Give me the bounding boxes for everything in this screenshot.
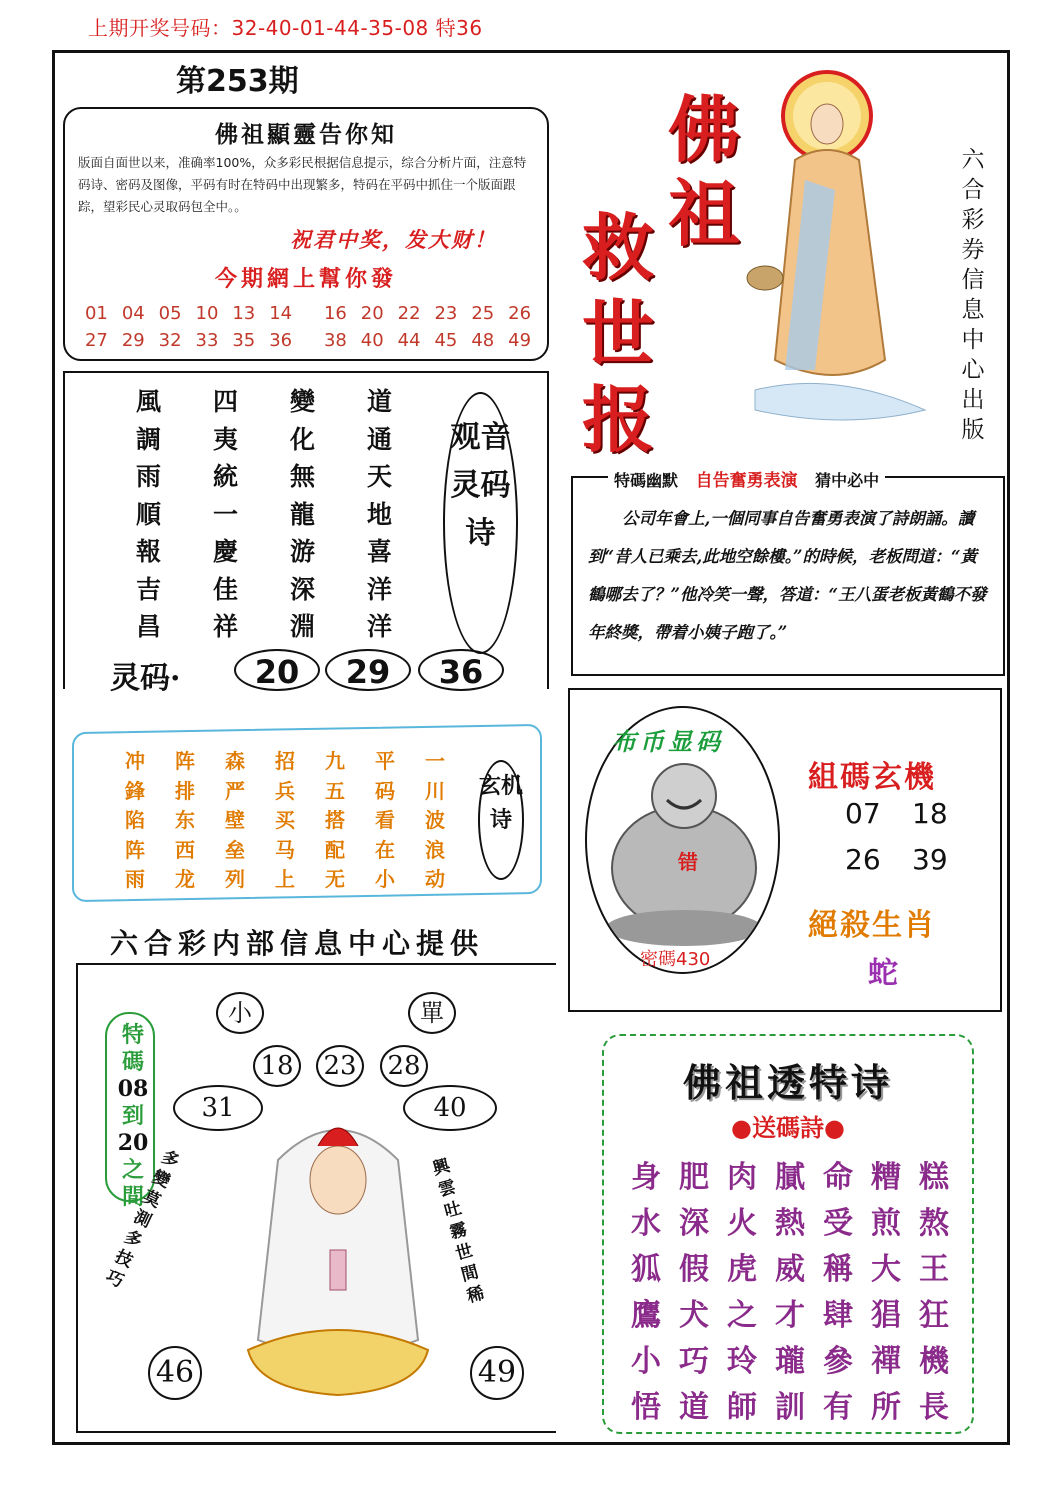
xuanji-char: 买 xyxy=(275,808,295,832)
number: 04 xyxy=(121,303,145,324)
poem-char: 有 xyxy=(823,1390,853,1425)
xuanji-char: 一 xyxy=(425,749,445,773)
poem-char: 玲 xyxy=(727,1344,757,1379)
zuma-number: 26 xyxy=(845,843,881,876)
lingma-number: 36 xyxy=(418,649,504,691)
poem-char: 游 xyxy=(289,537,315,566)
poem-char: 稱 xyxy=(823,1252,853,1287)
number-circle: 18 xyxy=(253,1045,301,1087)
number-circle: 23 xyxy=(316,1045,364,1087)
poem-char: 道 xyxy=(679,1390,709,1425)
number: 36 xyxy=(269,330,293,351)
humor-title: 自告奮勇表演 xyxy=(695,471,798,491)
tema-char: 之 xyxy=(121,1157,144,1183)
humor-header xyxy=(608,466,885,491)
poem-char: 水 xyxy=(631,1206,661,1241)
number: 13 xyxy=(232,303,256,324)
poem-char: 雨 xyxy=(135,462,161,491)
number-row-1 xyxy=(78,303,538,324)
zuma-number: 39 xyxy=(912,843,948,876)
poem-char: 統 xyxy=(212,462,238,491)
title-char-zu: 祖 xyxy=(668,171,741,256)
poem-char: 變 xyxy=(289,387,315,416)
issue-number: 第253期 xyxy=(176,64,299,99)
poem-char: 昌 xyxy=(135,612,161,641)
poem-char: 煎 xyxy=(871,1206,901,1241)
xuanji-char: 动 xyxy=(425,867,445,891)
number-circle: 28 xyxy=(380,1045,428,1087)
poem-char: 一 xyxy=(212,499,238,529)
xuanji-char: 垒 xyxy=(225,837,245,862)
title-char-bao: 报 xyxy=(582,377,655,462)
guanyin-seated-illustration xyxy=(218,1100,458,1400)
xuanji-char: 上 xyxy=(275,867,295,891)
poem-char: 瓏 xyxy=(775,1344,805,1379)
guanyin-standing-illustration xyxy=(735,60,945,450)
lingma-number: 29 xyxy=(325,649,411,691)
number: 49 xyxy=(508,330,532,351)
number: 16 xyxy=(323,303,347,324)
poem-char: 無 xyxy=(289,462,315,491)
xuanji-char: 鋒 xyxy=(125,778,145,803)
tema-char: 碼 xyxy=(121,1049,144,1075)
poem-char: 夷 xyxy=(212,424,238,454)
poem-char: 佳 xyxy=(212,574,238,604)
poem-char: 威 xyxy=(775,1252,805,1287)
number: 32 xyxy=(158,330,182,351)
number: 23 xyxy=(434,303,458,324)
xuanji-char: 龙 xyxy=(175,867,195,891)
number: 01 xyxy=(84,303,108,324)
poem-char: 洋 xyxy=(366,574,392,604)
poem-char: 狂 xyxy=(919,1298,949,1333)
xuanji-grid xyxy=(110,745,460,893)
right-oval-number: 40 xyxy=(403,1085,497,1131)
number: 29 xyxy=(121,330,145,351)
single-circle: 單 xyxy=(408,992,456,1034)
xuanji-char: 搭 xyxy=(325,808,345,832)
xuanji-char: 兵 xyxy=(275,778,295,803)
poem-char: 小 xyxy=(631,1344,661,1379)
poem-char: 肆 xyxy=(823,1298,853,1333)
zuma-number: 07 xyxy=(845,797,881,830)
xuanji-char: 严 xyxy=(225,778,245,803)
poem-char: 大 xyxy=(871,1252,901,1287)
poem-char: 肉 xyxy=(727,1160,757,1195)
notice-body: 版面自面世以来，准确率100%，众多彩民根据信息提示，综合分析片面，注意特码诗、密码及图像，平码有时在特码中出现繁多，特码在平码中抓住一个版面跟踪，望彩民心灵取码包全中。。 xyxy=(78,155,527,214)
corner-number-right: 49 xyxy=(470,1346,524,1400)
number: 40 xyxy=(360,330,384,351)
poem-char: 悟 xyxy=(631,1390,661,1425)
poem-char: 熱 xyxy=(775,1206,805,1241)
zuma-title: 組碼玄機 xyxy=(808,760,936,795)
poem-char: 命 xyxy=(823,1160,853,1195)
poem-char: 通 xyxy=(366,424,392,454)
lingma-label: 灵码· xyxy=(110,661,181,696)
poem-char: 道 xyxy=(366,387,392,416)
number: 27 xyxy=(84,330,108,351)
poem-char: 王 xyxy=(919,1252,949,1287)
xuanji-char: 无 xyxy=(325,867,345,891)
number: 35 xyxy=(232,330,256,351)
number: 25 xyxy=(471,303,495,324)
xuanji-char: 雨 xyxy=(125,867,145,891)
poem-char: 地 xyxy=(366,499,392,529)
poem-char: 訓 xyxy=(775,1390,805,1425)
number: 38 xyxy=(323,330,347,351)
poem-char: 身 xyxy=(631,1160,661,1195)
xuanji-char: 排 xyxy=(175,778,195,803)
poem-char: 鷹 xyxy=(631,1298,661,1333)
poem-char: 天 xyxy=(366,462,392,491)
poem-char: 猖 xyxy=(871,1298,901,1333)
small-circle: 小 xyxy=(216,992,264,1034)
zuma-number: 18 xyxy=(912,797,948,830)
buddha-top-text: 布币显码 xyxy=(612,728,724,756)
tema-char: 到 xyxy=(121,1103,144,1129)
poem-char: 所 xyxy=(871,1390,901,1425)
xuanji-char: 平 xyxy=(375,749,395,773)
poem-char: 假 xyxy=(679,1252,709,1287)
poem-char: 之 xyxy=(727,1298,757,1333)
poem-char: 調 xyxy=(135,424,161,454)
xuanji-char: 小 xyxy=(375,867,395,891)
number: 33 xyxy=(195,330,219,351)
xuanji-char: 招 xyxy=(275,749,295,773)
xuanji-char: 码 xyxy=(375,778,395,803)
title-char-shi: 世 xyxy=(582,291,655,376)
number: 14 xyxy=(269,303,293,324)
poem-char: 狐 xyxy=(631,1252,661,1287)
xuanji-char: 马 xyxy=(275,837,295,862)
left-verse: 多變莫測多技巧 xyxy=(102,1146,183,1292)
jue-sha-title: 絕殺生肖 xyxy=(808,908,936,943)
provider-line: 六合彩内部信息中心提供 xyxy=(110,927,485,960)
poem-char: 膩 xyxy=(775,1160,805,1195)
poem-char: 吉 xyxy=(135,574,161,604)
number: 45 xyxy=(434,330,458,351)
title-char-jiu: 救 xyxy=(582,205,655,290)
corner-number-left: 46 xyxy=(148,1346,202,1400)
xuanji-char: 陷 xyxy=(125,808,145,832)
tema-char: 特 xyxy=(121,1022,144,1048)
left-oval-number: 31 xyxy=(173,1085,263,1131)
xuanji-char: 西 xyxy=(175,837,195,862)
tema-char: 08 xyxy=(117,1076,149,1102)
tema-char: 20 xyxy=(117,1130,149,1156)
last-draw-line: 上期开奖号码：32-40-01-44-35-08 特36 xyxy=(88,16,483,40)
poem-char: 深 xyxy=(679,1206,709,1241)
notice-title: 佛祖顯靈告你知 xyxy=(215,121,397,148)
poem-char: 祥 xyxy=(212,612,238,641)
lingma-number: 20 xyxy=(234,649,320,691)
xuanji-char: 在 xyxy=(375,837,395,862)
xuanji-char: 阵 xyxy=(175,749,195,773)
special-poem-title: 佛祖透特诗 xyxy=(682,1060,893,1105)
poem-title: 观音灵码诗 xyxy=(450,420,511,551)
number: 44 xyxy=(397,330,421,351)
xuanji-char: 五 xyxy=(325,778,345,803)
poem-char: 深 xyxy=(289,574,315,604)
poem-char: 才 xyxy=(775,1298,805,1333)
number: 10 xyxy=(195,303,219,324)
poem-char: 喜 xyxy=(366,537,392,566)
poem-char: 肥 xyxy=(679,1160,709,1195)
poem-char: 長 xyxy=(919,1390,949,1425)
xuanji-char: 看 xyxy=(375,808,395,832)
poem-char: 龍 xyxy=(289,499,315,529)
number: 26 xyxy=(508,303,532,324)
number: 48 xyxy=(471,330,495,351)
poem-char: 虎 xyxy=(727,1252,757,1287)
poem-char: 慶 xyxy=(212,537,238,566)
special-poem-subtitle: ●送碼詩● xyxy=(731,1114,845,1142)
poem-grid xyxy=(110,382,418,645)
poem-char: 淵 xyxy=(289,612,315,641)
poem-char: 糕 xyxy=(919,1160,949,1195)
xuanji-char: 冲 xyxy=(125,749,145,773)
poem-char: 火 xyxy=(727,1206,757,1241)
xuanji-char: 波 xyxy=(425,808,445,832)
humor-label: 特碼幽默 xyxy=(614,471,679,490)
xuanji-char: 壁 xyxy=(225,808,245,832)
publisher-vertical: 六合彩券信息中心出版 xyxy=(961,147,985,443)
help-title: 今期網上幫你發 xyxy=(214,266,397,292)
title-char-fo: 佛 xyxy=(668,87,741,172)
xuanji-char: 九 xyxy=(325,749,345,773)
poem-char: 受 xyxy=(823,1206,853,1241)
poem-char: 糟 xyxy=(871,1160,901,1195)
number: 05 xyxy=(158,303,182,324)
poem-char: 參 xyxy=(823,1344,853,1379)
poem-char: 風 xyxy=(135,387,161,416)
xuanji-char: 列 xyxy=(225,867,245,891)
password-code: 密碼430 xyxy=(640,949,711,970)
buddha-cuo: 错 xyxy=(678,850,698,874)
number: 20 xyxy=(360,303,384,324)
poem-char: 順 xyxy=(135,499,161,529)
number-row-2 xyxy=(78,330,538,351)
poem-char: 四 xyxy=(212,387,238,416)
right-verse: 興雲吐霧世間稀 xyxy=(430,1155,487,1308)
jue-sha-value: 蛇 xyxy=(868,956,898,991)
xuanji-char: 川 xyxy=(425,778,445,803)
xuanji-char: 浪 xyxy=(425,837,445,862)
poem-char: 熬 xyxy=(919,1206,949,1241)
poem-char: 機 xyxy=(919,1344,949,1379)
poem-char: 師 xyxy=(727,1390,757,1425)
poem-char: 化 xyxy=(289,424,315,454)
poem-char: 巧 xyxy=(679,1344,709,1379)
poem-char: 犬 xyxy=(679,1298,709,1333)
poem-char: 洋 xyxy=(366,612,392,641)
poem-char: 報 xyxy=(135,537,161,566)
poem-char: 禪 xyxy=(871,1344,901,1379)
humor-hint: 猜中必中 xyxy=(815,471,880,490)
number: 22 xyxy=(397,303,421,324)
xuanji-char: 阵 xyxy=(125,837,145,862)
special-poem-grid xyxy=(622,1152,958,1428)
xuanji-title: 玄机诗 xyxy=(478,774,523,833)
xuanji-char: 配 xyxy=(325,837,345,862)
humor-body: 公司年會上,一個同事自告奮勇表演了詩朗誦。讀到“昔人已乘去,此地空餘樓。”的時候，老板問道：“黃鶴哪去了？”他冷笑一聲，答道：“王八蛋老板黃鶴不發年終獎，帶着小姨子跑了。” xyxy=(588,509,987,642)
xuanji-char: 森 xyxy=(225,749,245,773)
xuanji-char: 东 xyxy=(175,808,195,832)
notice-slogan: 祝君中奖，发大财！ xyxy=(290,228,497,252)
tema-char: 間 xyxy=(121,1184,144,1210)
